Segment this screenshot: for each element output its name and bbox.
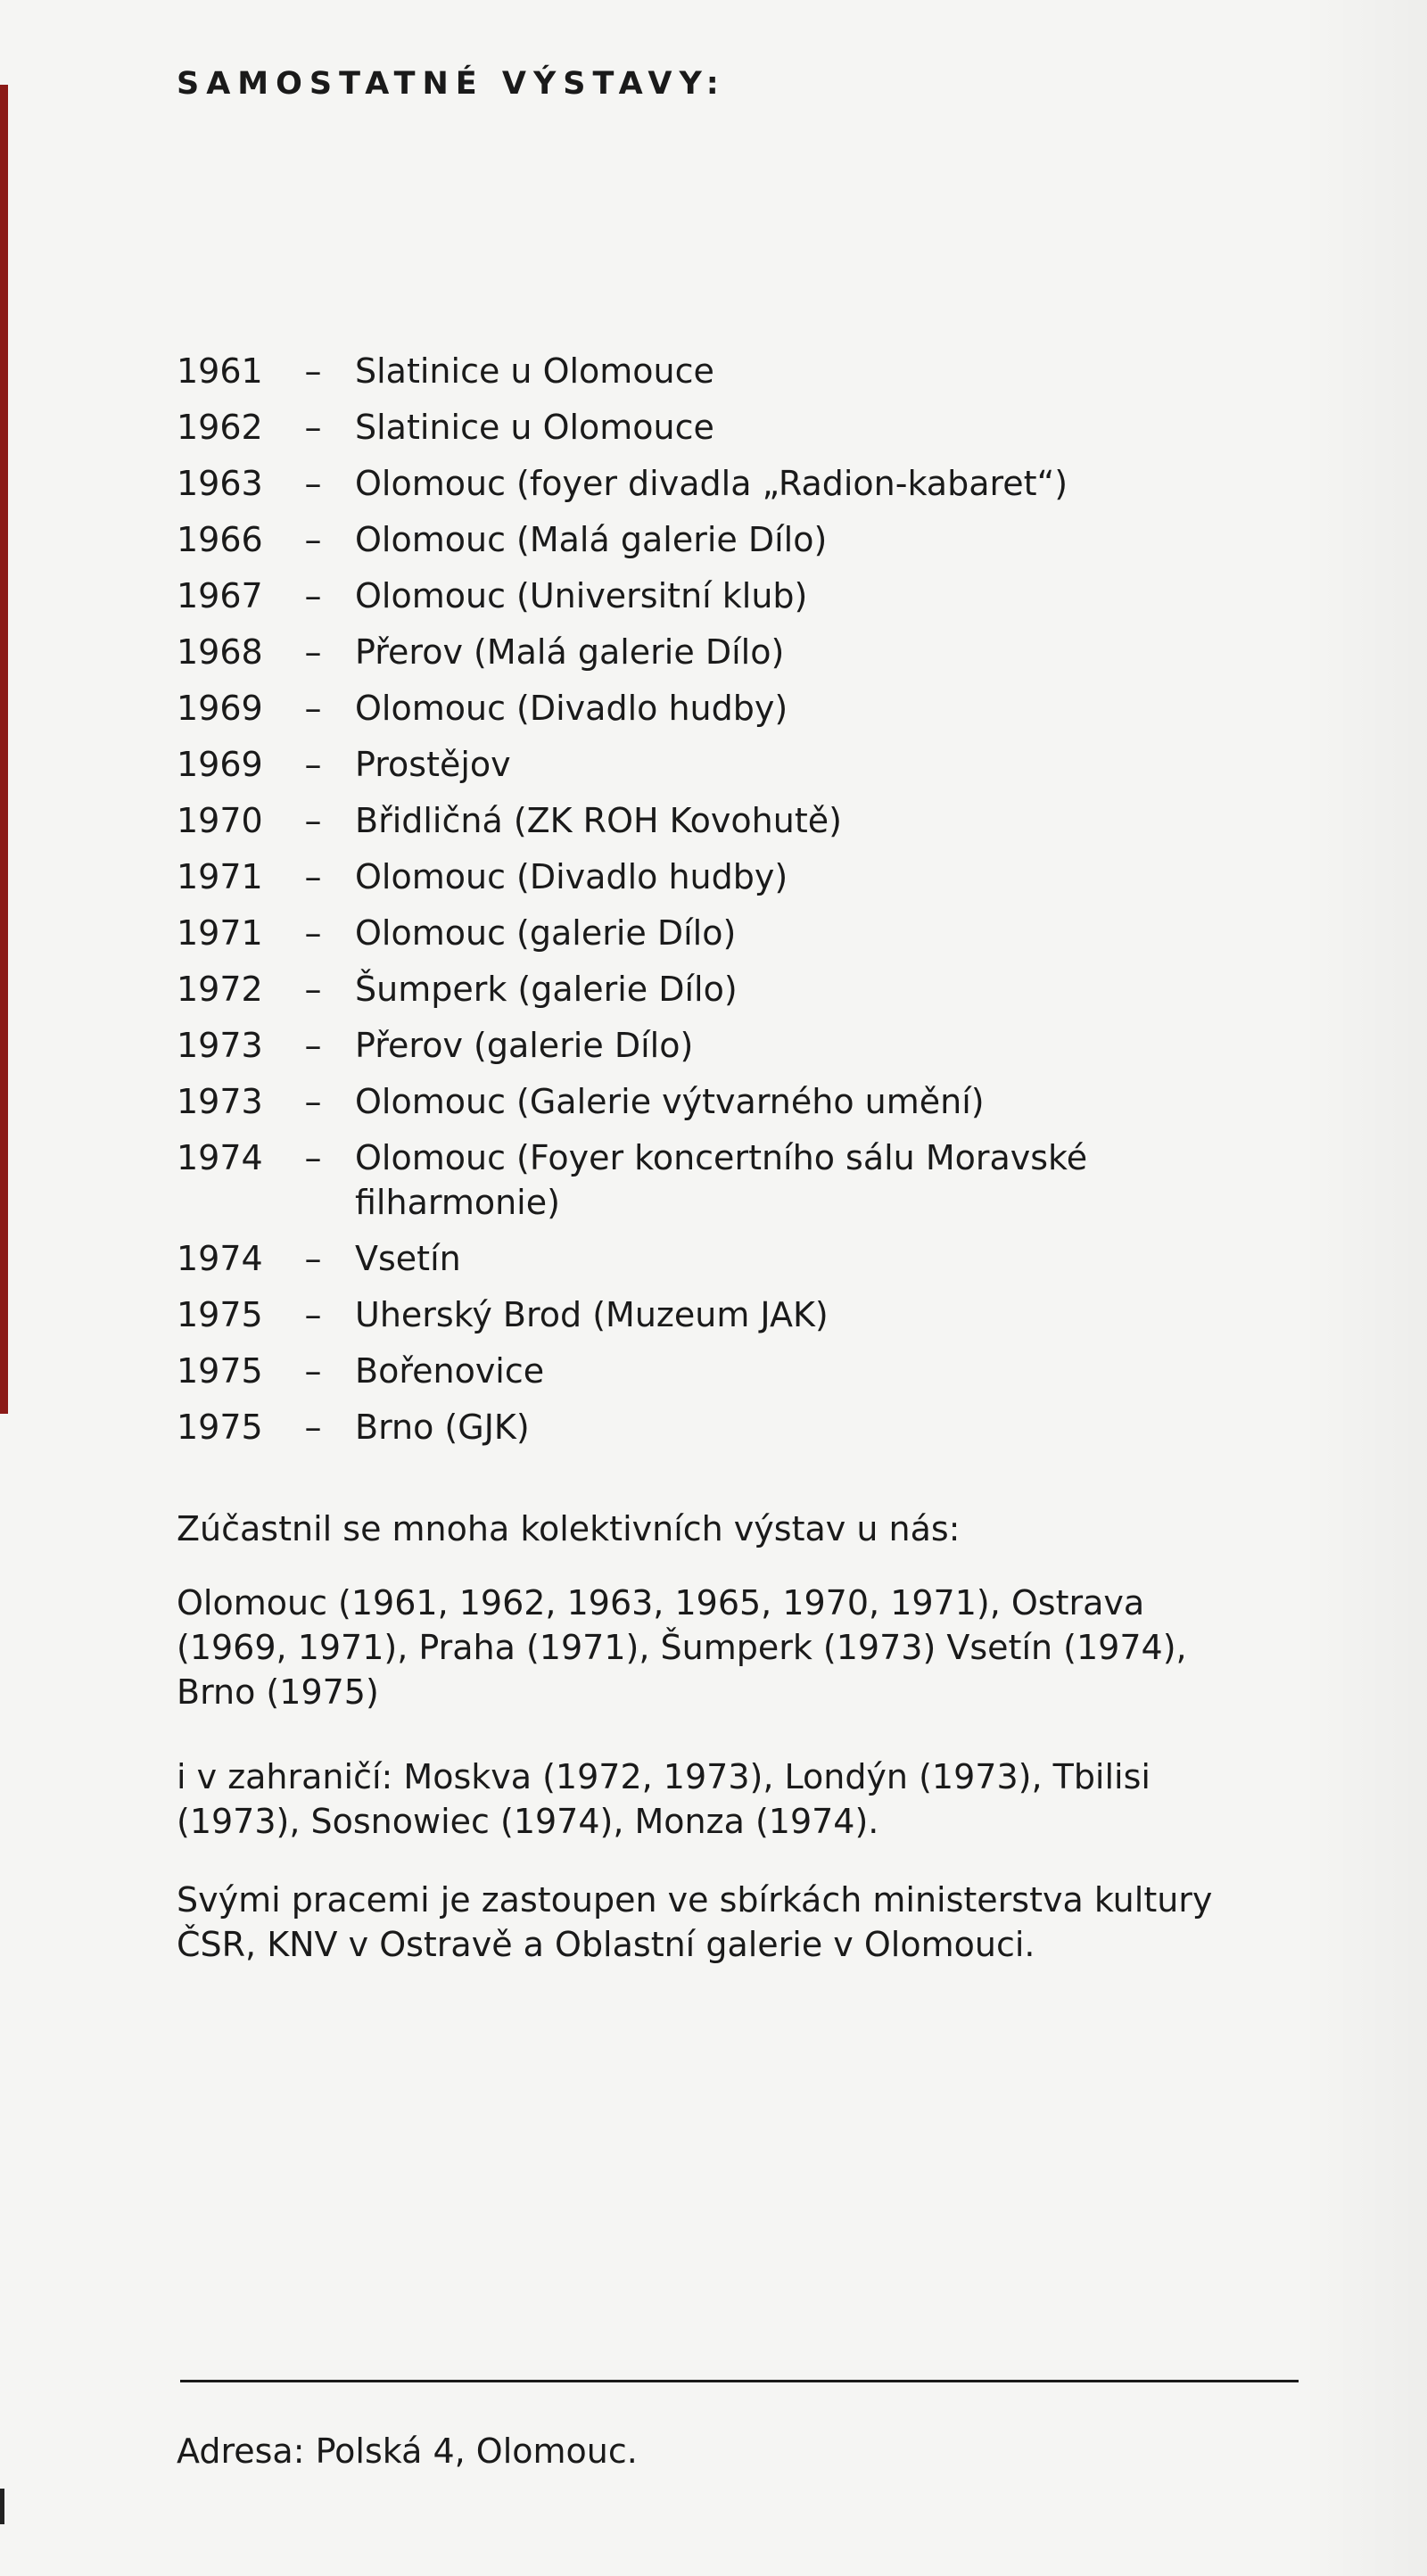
section-heading: SAMOSTATNÉ VÝSTAVY: — [177, 66, 726, 102]
exhibition-dash: – — [304, 1295, 322, 1334]
solo-exhibitions-list — [177, 343, 1300, 1456]
collective-domestic: Olomouc (1961, 1962, 1963, 1965, 1970, 1971), Ostrava (1969, 1971), Praha (1971), Šumperk (1973) Vsetín (1974), Brno (1975) — [177, 1583, 1187, 1712]
exhibition-dash: – — [304, 801, 322, 840]
exhibition-year: 1974 — [177, 1239, 263, 1278]
exhibition-place: Slatinice u Olomouce — [355, 408, 714, 447]
exhibition-row — [177, 343, 1300, 400]
exhibition-place: Olomouc (Malá galerie Dílo) — [355, 520, 828, 559]
exhibition-row — [177, 456, 1300, 512]
exhibition-row — [177, 1231, 1300, 1287]
exhibition-year: 1971 — [177, 913, 263, 953]
exhibition-place: Olomouc (foyer divadla „Radion-kabaret“) — [355, 464, 1068, 503]
exhibition-dash: – — [304, 632, 322, 672]
exhibition-place: Přerov (Malá galerie Dílo) — [355, 632, 785, 672]
exhibition-year: 1972 — [177, 970, 263, 1009]
exhibition-place: Slatinice u Olomouce — [355, 351, 714, 391]
exhibition-place: Bořenovice — [355, 1351, 545, 1391]
exhibition-year: 1961 — [177, 351, 263, 391]
exhibition-year: 1973 — [177, 1026, 263, 1065]
margin-mark — [0, 2489, 4, 2524]
exhibition-row — [177, 962, 1300, 1018]
exhibition-row — [177, 1399, 1300, 1456]
exhibition-row — [177, 1074, 1300, 1130]
exhibition-dash: – — [304, 857, 322, 896]
exhibition-year: 1968 — [177, 632, 263, 672]
bleed-through-shade — [1302, 0, 1427, 2576]
exhibition-row — [177, 905, 1300, 962]
exhibition-row — [177, 793, 1300, 849]
exhibition-dash: – — [304, 1239, 322, 1278]
exhibition-dash: – — [304, 1408, 322, 1447]
exhibition-dash: – — [304, 745, 322, 784]
exhibition-dash: – — [304, 1351, 322, 1391]
exhibition-row — [177, 624, 1300, 681]
exhibition-dash: – — [304, 913, 322, 953]
exhibition-place: Prostějov — [355, 745, 511, 784]
exhibition-year: 1971 — [177, 857, 263, 896]
collective-intro: Zúčastnil se mnoha kolektivních výstav u nás: — [177, 1509, 961, 1548]
exhibition-row — [177, 849, 1300, 905]
exhibition-year: 1969 — [177, 745, 263, 784]
exhibition-place: Vsetín — [355, 1239, 461, 1278]
exhibition-dash: – — [304, 520, 322, 559]
divider-line — [180, 2380, 1299, 2382]
exhibition-row — [177, 1287, 1300, 1343]
exhibition-row — [177, 512, 1300, 568]
exhibition-place: Olomouc (Universitní klub) — [355, 576, 808, 615]
exhibition-row — [177, 400, 1300, 456]
exhibition-year: 1963 — [177, 464, 263, 503]
exhibition-row — [177, 1130, 1300, 1231]
exhibition-year: 1969 — [177, 689, 263, 728]
exhibition-place: Brno (GJK) — [355, 1408, 530, 1447]
exhibition-row — [177, 568, 1300, 624]
red-cover-edge — [0, 85, 8, 1414]
collections-note: Svými pracemi je zastoupen ve sbírkách ministerstva kultury ČSR, KNV v Ostravě a Oblastní galerie v Olomouci. — [177, 1880, 1213, 1964]
exhibition-dash: – — [304, 1138, 322, 1177]
exhibition-dash: – — [304, 1082, 322, 1121]
exhibition-place: Olomouc (Divadlo hudby) — [355, 857, 788, 896]
exhibition-year: 1975 — [177, 1295, 263, 1334]
exhibition-year: 1970 — [177, 801, 263, 840]
exhibition-dash: – — [304, 408, 322, 447]
exhibition-place: Olomouc (Divadlo hudby) — [355, 689, 788, 728]
exhibition-dash: – — [304, 970, 322, 1009]
exhibition-place: Šumperk (galerie Dílo) — [355, 970, 738, 1009]
exhibition-dash: – — [304, 1026, 322, 1065]
exhibition-place: Břidličná (ZK ROH Kovohutě) — [355, 801, 842, 840]
exhibition-place: Olomouc (Foyer koncertního sálu Moravské filharmonie) — [355, 1138, 1088, 1222]
exhibition-row — [177, 1343, 1300, 1399]
exhibition-year: 1975 — [177, 1351, 263, 1391]
exhibition-dash: – — [304, 689, 322, 728]
exhibition-place: Olomouc (Galerie výtvarného umění) — [355, 1082, 985, 1121]
exhibition-place: Přerov (galerie Dílo) — [355, 1026, 694, 1065]
exhibition-year: 1974 — [177, 1138, 263, 1177]
exhibition-year: 1962 — [177, 408, 263, 447]
exhibition-place: Uherský Brod (Muzeum JAK) — [355, 1295, 829, 1334]
exhibition-year: 1966 — [177, 520, 263, 559]
exhibition-dash: – — [304, 464, 322, 503]
exhibition-row — [177, 737, 1300, 793]
exhibition-year: 1973 — [177, 1082, 263, 1121]
exhibition-dash: – — [304, 351, 322, 391]
exhibition-year: 1967 — [177, 576, 263, 615]
exhibition-year: 1975 — [177, 1408, 263, 1447]
collective-abroad: i v zahraničí: Moskva (1972, 1973), Londýn (1973), Tbilisi (1973), Sosnowiec (1974), Monza (1974). — [177, 1757, 1151, 1841]
exhibition-row — [177, 1018, 1300, 1074]
exhibition-dash: – — [304, 576, 322, 615]
address: Adresa: Polská 4, Olomouc. — [177, 2432, 638, 2471]
exhibition-row — [177, 681, 1300, 737]
exhibition-place: Olomouc (galerie Dílo) — [355, 913, 737, 953]
